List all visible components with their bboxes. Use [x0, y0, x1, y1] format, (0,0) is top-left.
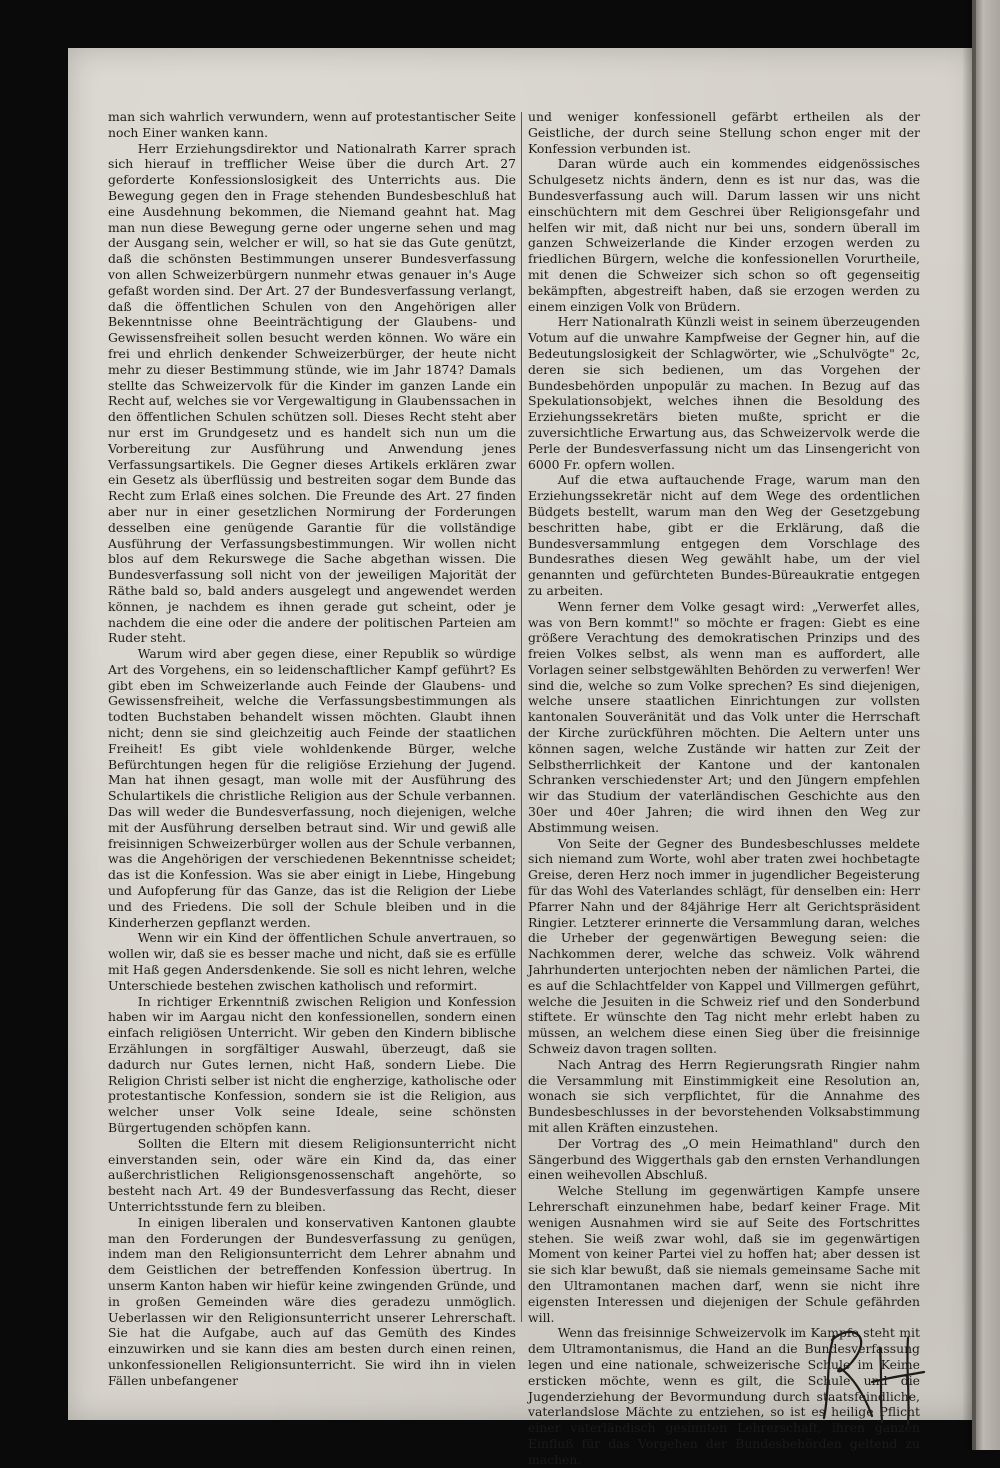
paragraph: In richtiger Erkenntniß zwischen Religion und Konfession haben wir im Aargau nicht den konfessionellen, sondern einen einfach religiösen Unterricht. Wir geben den Kindern biblische Erzählungen in sorgfältiger Auswahl, überzeugt, daß sie dadurch nur Gutes lernen, nicht Haß, sondern Liebe. Die Religion Christi selber ist nicht die engherzige, katholische oder protestantische Konfession, sondern sie ist die Religion, aus welcher unser Volk seine Ideale, seine schönsten Bürgertugenden schöpfen kann. — [108, 993, 516, 1135]
paragraph: Herr Erziehungsdirektor und Nationalrath Karrer sprach sich hierauf in trefflicher Weise über die durch Art. 27 geforderte Konfessionslosigkeit des Unterrichts aus. Die Bewegung gegen den in Frage stehenden Bundesbeschluß hat eine Ausdehnung bekommen, die Niemand geahnt hat. Mag man nun diese Bewegung gerne oder ungerne sehen und mag der Ausgang sein, welcher er will, so hat sie das Gute genützt, daß die schönsten Bestimmungen unserer Bundesverfassung von allen Schweizerbürgern nunmehr etwas genauer in's Auge gefaßt worden sind. Der Art. 27 der Bundesverfassung verlangt, daß die öffentlichen Schulen von den Angehörigen aller Bekenntnisse ohne Beeinträchtigung der Glaubens- und Gewissensfreiheit sollen besucht werden können. Wo wäre ein frei und ehrlich denkender Schweizerbürger, der heute nicht mehr zu dieser Bestimmung stünde, wie im Jahr 1874? Damals stellte das Schweizervolk für die Kinder im ganzen Lande ein Recht auf, welches sie vor Vergewaltigung in Glaubenssachen in den öffentlichen Schulen schützen soll. Dieses Recht steht aber nur erst im Grundgesetz und es handelt sich nun um die Vorbereitung zur Ausführung und Anwendung jenes Verfassungsartikels. Die Gegner dieses Artikels erklären zwar ein Gesetz als überflüssig und bestreiten sogar dem Bunde das Recht zum Erlaß eines solchen. Die Freunde des Art. 27 finden aber nur in einer gesetzlichen Normirung der Forderungen desselben eine genügende Garantie für die vollständige Ausführung der Verfassungsbestimmungen. Wir wollen nicht blos auf dem Rekurswege die Sache abgethan wissen. Die Bundesverfassung soll nicht von der jeweiligen Majorität der Räthe bald so, bald anders ausgelegt und angewendet werden können, je nachdem es ihnen gerade gut scheint, oder je nachdem die eine oder die andere der politischen Parteien am Ruder steht. — [108, 140, 516, 646]
handwritten-signature — [812, 1318, 932, 1430]
paragraph: Von Seite der Gegner des Bundesbeschlusses meldete sich niemand zum Worte, wohl aber traten zwei hochbetagte Greise, deren Herz noch immer in jugendlicher Begeisterung für das Wohl des Vaterlandes schlägt, für denselben ein: Herr Pfarrer Nahn und der 84jährige Herr alt Gerichtspräsident Ringier. Letzterer erinnerte die Versammlung daran, welches die Urheber der gegenwärtigen Bewegung seien: die Nachkommen derer, welche das schweiz. Volk während Jahrhunderten unterjochten neben der nämlichen Partei, die es auf die Schlachtfelder von Kappel und Villmergen geführt, welche die Jesuiten in die Schweiz rief und den Sonderbund stiftete. Er wünschte den Tag nicht mehr erlebt haben zu müssen, an welchem diese einen Sieg über die freisinnige Schweiz davon tragen sollten. — [528, 835, 920, 1057]
left-column — [108, 109, 516, 1389]
paragraph: Welche Stellung im gegenwärtigen Kampfe unsere Lehrerschaft einzunehmen habe, bedarf keiner Frage. Mit wenigen Ausnahmen wird sie auf Seite des Fortschrittes stehen. Sie weiß zwar wohl, daß sie im gegenwärtigen Moment von keiner Partei viel zu hoffen hat; aber dessen ist sie sich klar bewußt, daß sie niemals gemeinsame Sache mit den Ultramontanen machen darf, wenn sie nicht ihre eigensten Interessen und diejenigen der Schule gefährden will. — [528, 1183, 920, 1325]
paragraph: Wenn ferner dem Volke gesagt wird: „Verwerfet alles, was von Bern kommt!" so möchte er fragen: Giebt es eine größere Verachtung des demokratischen Prinzips und des freien Volkes selbst, als wenn man es auffordert, alle Vorlagen seiner selbstgewählten Behörden zu verwerfen! Wer sind die, welche so zum Volke sprechen? Es sind diejenigen, welche unsere staatlichen Einrichtungen zur vollsten kantonalen Souveränität und das Volk unter die Herrschaft der Kirche zurückführen möchten. Die Aeltern unter uns können sagen, welche Zustände wir hatten zur Zeit der Selbstherrlichkeit der Kantone und der kantonalen Schranken verschiedenster Art; und den Jüngern empfehlen wir das Studium der vaterländischen Geschichte aus den 30er und 40er Jahren; die wird ihnen den Weg zur Abstimmung weisen. — [528, 598, 920, 835]
paragraph: Der Vortrag des „O mein Heimathland" durch den Sängerbund des Wiggerthals gab den ernsten Verhandlungen einen weihevollen Abschluß. — [528, 1135, 920, 1183]
paragraph: Warum wird aber gegen diese, einer Republik so würdige Art des Vorgehens, ein so leidenschaftlicher Kampf geführt? Es gibt eben im Schweizerlande auch Feinde der Glaubens- und Gewissensfreiheit, welche die Verfassungsbestimmungen als todten Buchstaben behandelt wissen möchten. Glaubt ihnen nicht; denn sie sind gleichzeitig auch Feinde der staatlichen Freiheit! Es gibt viele wohldenkende Bürger, welche Befürchtungen hegen für die religiöse Erziehung der Jugend. Man hat ihnen gesagt, man wolle mit der Ausführung des Schulartikels die christliche Religion aus der Schule verbannen. Das will weder die Bundesverfassung, noch diejenigen, welche mit der Ausführung derselben betraut sind. Wir und gewiß alle freisinnigen Schweizerbürger wollen aus der Schule verbannen, was die Angehörigen der verschiedenen Bekenntnisse scheidet; das ist die Konfession. Was sie aber einigt in Liebe, Hingebung und Aufopferung für das Ganze, das ist die Religion der Liebe und des Friedens. Die soll der Schule bleiben und in die Kinderherzen gepflanzt werden. — [108, 646, 516, 930]
paragraph: Daran würde auch ein kommendes eidgenössisches Schulgesetz nichts ändern, denn es ist nur das, was die Bundesverfassung auch will. Darum lassen wir uns nicht einschüchtern mit dem Geschrei über Religionsgefahr und helfen wir mit, daß nicht nur bei uns, sondern überall im ganzen Schweizerlande die Kinder erzogen werden zu friedlichen Bürgern, welche die konfessionellen Vorurtheile, mit denen die Schweizer sich schon so oft gegenseitig bekämpften, abgestreift haben, daß sie erzogen werden zu einem einzigen Volk von Brüdern. — [528, 156, 920, 314]
paragraph: Herr Nationalrath Künzli weist in seinem überzeugenden Votum auf die unwahre Kampfweise der Gegner hin, auf die Bedeutungslosigkeit der Schlagwörter, wie „Schulvögte" 2c, deren sie sich bedienen, um das Vorgehen der Bundesbehörden unpopulär zu machen. In Bezug auf das Spekulationsobjekt, welches ihnen die Besoldung des Erziehungssekretärs bieten mußte, spricht er die zuversichtliche Erwartung aus, das Schweizervolk werde die Perle der Bundesverfassung nicht um das Linsengericht von 6000 Fr. opfern wollen. — [528, 314, 920, 472]
paragraph: und weniger konfessionell gefärbt ertheilen als der Geistliche, der durch seine Stellung schon enger mit der Konfession verbunden ist. — [528, 109, 920, 156]
paragraph: Nach Antrag des Herrn Regierungsrath Ringier nahm die Versammlung mit Einstimmigkeit eine Resolution an, wonach sie sich verpflichtet, für die Annahme des Bundesbeschlusses in der bevorstehenden Volksabstimmung mit allen Kräften einzustehen. — [528, 1056, 920, 1135]
gutter-shadow — [962, 0, 976, 1450]
paragraph: man sich wahrlich verwundern, wenn auf protestantischer Seite noch Einer wanken kann. — [108, 109, 516, 140]
paragraph: Wenn das freisinnige Schweizervolk im Kampfe steht mit dem Ultramontanismus, die Hand an die Bundesverfassung legen und eine nationale, schweizerische Schule im Keime ersticken möchte, wenn es gilt, die Schule und die Jugenderziehung der Bevormundung durch staatsfeindliche, vaterlandslose Mächte zu entziehen, so ist es heilige Pflicht einer vaterländisch gesinnten Lehrerschaft, ihren ganzen Einfluß für das Vorgehen der Bundesbehörden geltend zu machen. — [528, 1325, 920, 1467]
paragraph: Wenn wir ein Kind der öffentlichen Schule anvertrauen, so wollen wir, daß sie es besser mache und nicht, daß sie es erfülle mit Haß gegen Andersdenkende. Sie soll es nicht lehren, welche Unterschiede bestehen zwischen katholisch und reformirt. — [108, 930, 516, 993]
column-divider — [521, 112, 522, 1322]
adjacent-page-edge — [972, 0, 1000, 1450]
paragraph: Sollten die Eltern mit diesem Religionsunterricht nicht einverstanden sein, oder wäre ein Kind da, das einer außerchristlichen Religionsgenossenschaft angehörte, so besteht nach Art. 49 der Bundesverfassung das Recht, dieser Unterrichtsstunde fern zu bleiben. — [108, 1135, 516, 1214]
paragraph: In einigen liberalen und konservativen Kantonen glaubte man den Forderungen der Bundesverfassung zu genügen, indem man den Religionsunterricht dem Lehrer abnahm und dem Geistlichen der betreffenden Konfession übertrug. In unserm Kanton haben wir hiefür keine zwingenden Gründe, und in großen Gemeinden wäre dies geradezu unmöglich. Ueberlassen wir den Religionsunterricht unserer Lehrerschaft. Sie hat die Aufgabe, auch auf das Gemüth des Kindes einzuwirken und sie kann dies am besten durch einen reinen, unkonfessionellen Religionsunterricht. Sie wird ihn in vielen Fällen unbefangener — [108, 1214, 516, 1388]
right-column — [528, 109, 920, 1468]
paragraph: Auf die etwa auftauchende Frage, warum man den Erziehungssekretär nicht auf dem Wege des ordentlichen Büdgets bestellt, warum man den Weg der Gesetzgebung beschritten habe, gibt er die Erklärung, daß die Bundesversammlung entgegen dem Vorschlage des Bundesrathes diesen Weg gewählt habe, um der viel genannten und gefürchteten Bundes-Büreaukratie entgegen zu arbeiten. — [528, 472, 920, 598]
